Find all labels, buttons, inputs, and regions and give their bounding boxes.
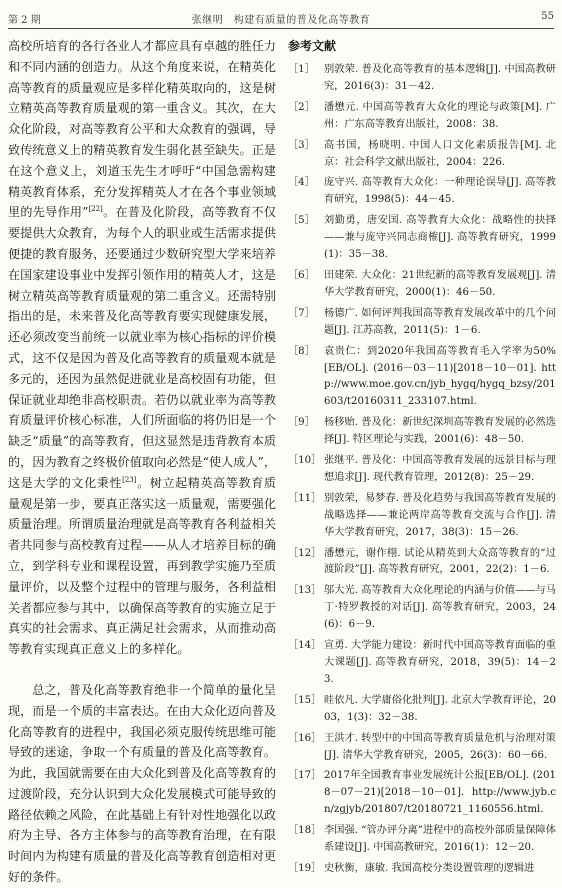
reference-item (288, 693, 556, 727)
reference-number: ［7］ (288, 307, 315, 319)
reference-text: 别敦荣. 普及化高等教育的基本逻辑[J]. 中国高教研究，2016(3)：31－42. (324, 64, 556, 92)
reference-text: 刘勤勇，唐安国. 高等教育大众化：战略性的抉择——兼与庞守兴同志商榷[J]. 高等教育研究，1999(1)：35－38. (324, 215, 556, 261)
reference-number: ［19］ (288, 862, 322, 874)
body-paragraph (8, 36, 276, 660)
reference-text: 张继平. 普及化：中国高等教育发展的远景目标与理想追求[J]. 现代教育管理，2012(8)：25－29. (324, 455, 556, 483)
reference-item (288, 213, 556, 264)
reference-text: 2017年全国教育事业发展统计公报[EB/OL]. (2018－07－21)[2018－10－01]. http://www.jyb.cn/zgjyb/201807/t20180721_1160556.html. (324, 770, 556, 816)
paragraph-text: 。树立起精英高等教育质量观是第一步，要真正落实这一质量观，需要强化质量治理。所谓质量治理就是高等教育各利益相关者共同参与高校教育过程——从人才培养目标的确立，到学科专业和课程设置，再到教学实施乃至质量评价，以及整个过程中的管理与服务，各利益相关者都应参与其中，以确保高等教育的实施立足于真实的社会需求、真正满足社会需求，从而推动高等教育实现真正意义上的多样化。 (8, 475, 276, 657)
paragraph-text: 高校所培育的各行各业人才都应具有卓越的胜任力和不同内涵的创造力。从这个角度来说，在精英化高等教育的质量观应是多样化精英取向的，这是树立精英高等教育质量观的第一重含义。其次，在大众化阶段，对高等教育公平和大众教育的强调，导致传统意义上的精英教育发生弱化甚至缺失。正是在这个意义上，刘道玉先生才呼吁“中国急需构建精英教育体系，充分发挥精英人才在各个事业领域里的先导作用” (8, 39, 276, 220)
reference-number: ［4］ (288, 177, 315, 189)
reference-number: ［11］ (288, 492, 322, 504)
page-number: 55 (541, 11, 554, 22)
reference-item (288, 306, 556, 340)
reference-number: ［13］ (288, 585, 322, 597)
reference-number: ［1］ (288, 64, 315, 75)
references-list (288, 62, 556, 878)
running-header (8, 10, 554, 29)
reference-text: 田建荣. 大众化：21世纪新的高等教育发展观[J]. 清华大学教育研究，2000(1)：46－50. (324, 269, 556, 298)
issue-label: 第 2 期 (8, 15, 41, 26)
reference-text: 潘懋元，谢作栩. 试论从精英到大众高等教育的“过渡阶段”[J]. 高等教育研究，2001，22(2)：1－6. (324, 547, 556, 576)
body-paragraph-conclusion: 总之，普及化高等教育绝非一个简单的量化呈现，而是一个质的丰富表达。在由大众化迈向普及化高等教育的进程中，我国必须克服传统思维可能导致的迷途，争取一个有质量的普及化高等教育。为此，我国就需要在由大众化到普及化高等教育的过渡阶段，充分认识到大众化发展模式可能导致的路径依赖之风险，在此基础上有针对性地强化以政府为主导、各方主体参与的高等教育治理，在有限时间内为构建有质量的普及化高等教育创造相对更好的条件。 (8, 682, 276, 885)
reference-number: ［17］ (288, 770, 322, 782)
reference-number: ［6］ (288, 269, 315, 281)
reference-item (288, 100, 556, 134)
reference-text: 高书国，杨晓明. 中国人口文化素质报告[M]. 北京：社会科学文献出版社，2004：226. (324, 139, 556, 168)
reference-item (288, 731, 556, 765)
reference-text: 李国强. “管办评分离”进程中的高校外部质量保障体系建设[J]. 中国高教研究，2016(1)：12－20. (324, 825, 556, 854)
reference-text: 潘懋元. 中国高等教育大众化的理论与政策[M]. 广州：广东高等教育出版社，2008：38. (324, 101, 556, 130)
reference-number: ［14］ (288, 640, 322, 652)
reference-number: ［2］ (288, 101, 315, 113)
body-text-column (8, 36, 276, 888)
reference-text: 别敦荣，易梦春. 普及化趋势与我国高等教育发展的战略选择——兼论两岸高等教育交流与合作[J]. 清华大学教育研究，2017，38(3)：15－26. (324, 492, 556, 538)
reference-item (288, 768, 556, 819)
reference-number: ［12］ (288, 547, 322, 559)
reference-text: 邬大光. 高等教育大众化理论的内涵与价值——与马丁·特罗教授的对话[J]. 高等教育研究，2003，24(6)：6－9. (324, 585, 556, 631)
reference-number: ［3］ (288, 139, 315, 151)
reference-number: ［5］ (288, 215, 315, 227)
reference-number: ［15］ (288, 694, 322, 706)
reference-number: ［18］ (288, 825, 322, 837)
author-title: 张继明 构建有质量的普及化高等教育 (191, 15, 371, 26)
reference-number: ［16］ (288, 732, 322, 744)
reference-item (288, 546, 556, 580)
reference-number: ［9］ (288, 417, 315, 429)
reference-number: ［10］ (288, 455, 322, 467)
reference-text: 庞守兴. 高等教育大众化：一种理论误导[J]. 高等教育研究，1998(5)：44－45. (324, 177, 556, 206)
reference-text: 杨移贻. 普及化：新世纪深圳高等教育发展的必然选择[J]. 特区理论与实践，2001(6)：48－50. (324, 417, 556, 446)
reference-item (288, 138, 556, 172)
reference-text: 宣勇. 大学能力建设：新时代中国高等教育面临的重大课题[J]. 高等教育研究，2018，39(5)：14－23. (324, 640, 556, 685)
reference-item (288, 175, 556, 209)
reference-item (288, 823, 556, 857)
references-column (288, 36, 556, 882)
reference-text: 史秋衡，康敏. 我国高校分类设置管理的逻辑进 (324, 862, 535, 874)
references-heading: 参考文献 (288, 39, 337, 53)
reference-item (288, 415, 556, 449)
citation-marker: [23] (122, 475, 137, 484)
reference-item (288, 861, 556, 878)
reference-item (288, 491, 556, 542)
reference-number: ［8］ (288, 345, 315, 357)
reference-text: 眭依凡. 大学庸俗化批判[J]. 北京大学教育评论，2003，1(3)：32－38. (324, 694, 556, 723)
reference-item (288, 638, 556, 689)
reference-text: 王洪才. 转型中的中国高等教育质量危机与治理对策[J]. 清华大学教育研究，2005，26(3)：60－66. (324, 732, 556, 761)
paragraph-text: 。在普及化阶段，高等教育不仅要提供大众教育，为每个人的职业或生活需求提供便捷的教育服务，还要通过少数研究型大学来培养在国家建设事业中发挥引领作用的精英人才，这是树立精英高等教育质量观的第二重含义。还需特别指出的是，未来普及化高等教育要实现健康发展，还必须改变当前统一以就业率为核心指标的评价模式，这不仅是因为普及化高等教育的质量观本就是多元的，还因为虽然促进就业是高校固有功能，但保证就业却绝非高校职责。若仍以就业率为高等教育质量评价核心标准，人们所面临的将仍旧是一个缺乏“质量”的高等教育，但这显然是违背教育本质的，因为教育之终极价值取向必然是“使人成人”，这是大学的文化秉性 (8, 205, 276, 490)
reference-item (288, 344, 556, 412)
reference-text: 杨德广. 如何评判我国高等教育发展改革中的几个问题[J]. 江苏高教，2011(5)：1－6. (324, 307, 556, 336)
reference-item (288, 583, 556, 634)
reference-item (288, 62, 556, 96)
reference-text: 袁贵仁：到2020年我国高等教育毛入学率为50%[EB/OL]. (2016－03－11)[2018－10－01]. http://www.moe.gov.cn/jyb_hygq/hygq_bzsy/201603/t20160311_233107.html. (324, 345, 556, 408)
reference-item (288, 453, 556, 487)
reference-item (288, 268, 556, 302)
citation-marker: [22] (88, 205, 103, 214)
